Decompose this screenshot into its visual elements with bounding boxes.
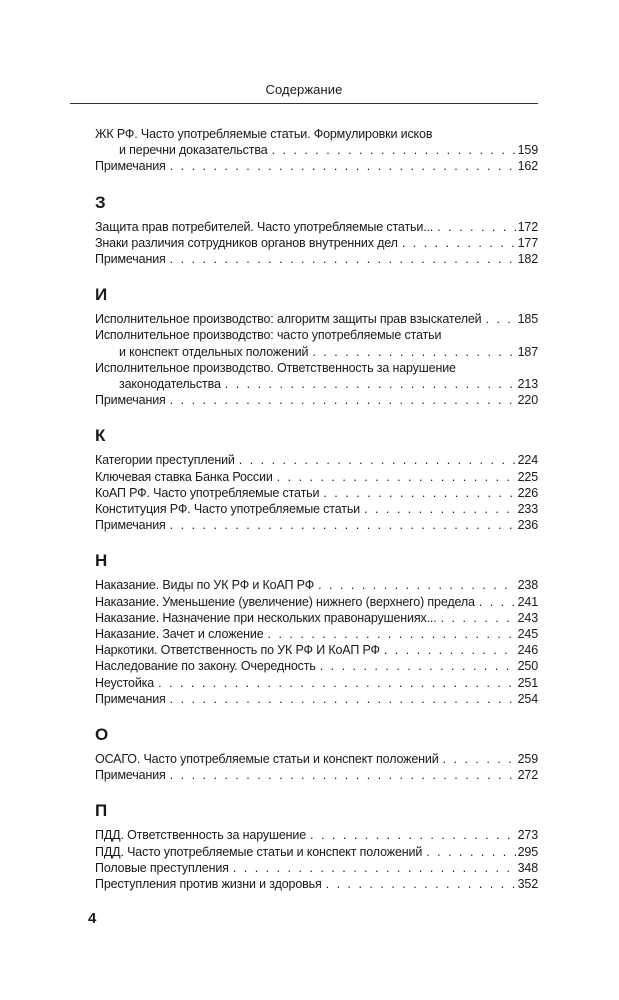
toc-entry-page: 348 [517, 860, 538, 875]
dot-leader [225, 376, 516, 392]
toc-entry[interactable] [95, 517, 538, 533]
page-number: 4 [88, 910, 97, 927]
dot-leader [402, 235, 516, 251]
toc-entry-title: ПДД. Ответственность за нарушение [95, 828, 307, 843]
toc-entry-title: ПДД. Часто употребляемые статьи и конспект положений [95, 844, 423, 859]
toc-entry[interactable] [95, 251, 538, 267]
dot-leader [170, 517, 516, 533]
toc-entry-title: Конституция РФ. Часто употребляемые статьи [95, 502, 361, 517]
toc-entry[interactable] [95, 235, 538, 251]
section-letter: З [95, 192, 106, 212]
toc-entry-title: Наказание. Уменьшение (увеличение) нижнего (верхнего) предела [95, 594, 475, 609]
toc-entry-title: Знаки различия сотрудников органов внутренних дел [95, 235, 398, 250]
toc-entry-title: Категории преступлений [95, 453, 235, 468]
toc-entry-title-line: Исполнительное производство: часто употребляемые статьи [95, 328, 442, 343]
toc-section [95, 193, 538, 268]
toc-section [95, 426, 538, 533]
toc-entry-page: 352 [517, 877, 538, 892]
toc-entry[interactable] [95, 469, 538, 485]
dot-leader [170, 691, 516, 707]
dot-leader [277, 469, 516, 485]
dot-leader [426, 844, 515, 860]
toc-entry-page: 159 [517, 143, 538, 158]
toc-entry-page: 259 [517, 752, 538, 767]
dot-leader [437, 219, 515, 235]
dot-leader [441, 610, 516, 626]
toc-entry-title: Наказание. Назначение при нескольких правонарушениях... [95, 610, 437, 625]
toc-entry-page: 225 [517, 469, 538, 484]
toc-entry-page: 172 [517, 219, 538, 234]
dot-leader [320, 658, 516, 674]
toc-entry[interactable] [95, 642, 538, 658]
toc-entry-page: 187 [517, 344, 538, 359]
toc-entry-page: 241 [517, 594, 538, 609]
toc-entry[interactable] [95, 360, 538, 392]
toc-entry[interactable] [95, 452, 538, 468]
dot-leader [312, 344, 515, 360]
toc-entry-page: 162 [517, 159, 538, 174]
toc-entry[interactable] [95, 767, 538, 783]
toc-entry[interactable] [95, 658, 538, 674]
toc-entry[interactable] [95, 827, 538, 843]
toc-entry-page: 273 [517, 828, 538, 843]
dot-leader [268, 626, 516, 642]
toc-entry-title: Наркотики. Ответственность по УК РФ И КоАП РФ [95, 643, 380, 658]
toc-entry-page: 236 [517, 518, 538, 533]
toc-entry[interactable] [95, 219, 538, 235]
toc-entry-page: 233 [517, 502, 538, 517]
toc-entry-page: 251 [517, 675, 538, 690]
dot-leader [233, 860, 516, 876]
toc-entry-page: 182 [517, 252, 538, 267]
dot-leader [272, 142, 516, 158]
toc-entry[interactable] [95, 311, 538, 327]
toc-entry-title: Половые преступления [95, 860, 229, 875]
toc-entry-title: ОСАГО. Часто употребляемые статьи и конспект положений [95, 752, 439, 767]
toc-entry-title-line: Исполнительное производство. Ответственность за нарушение [95, 360, 456, 375]
toc-entry[interactable] [95, 610, 538, 626]
running-header: Содержание [265, 82, 343, 97]
toc-entry[interactable] [95, 501, 538, 517]
dot-leader [239, 452, 516, 468]
toc-entry-title: и перечни доказательства [119, 143, 268, 158]
toc-entry-page: 243 [517, 610, 538, 625]
toc-entry-title: Неустойка [95, 675, 155, 690]
toc-entry[interactable] [95, 577, 538, 593]
toc-entry[interactable] [95, 675, 538, 691]
toc-entry-page: 226 [517, 485, 538, 500]
toc-entry[interactable] [95, 860, 538, 876]
toc-entry[interactable] [95, 126, 538, 158]
dot-leader [170, 251, 516, 267]
section-letter: И [95, 285, 108, 305]
toc-entry[interactable] [95, 327, 538, 359]
toc-entry-title: законодательства [119, 377, 221, 392]
section-letter: О [95, 725, 109, 745]
toc-entry-page: 250 [517, 659, 538, 674]
toc-section [95, 725, 538, 783]
toc-entry-title: КоАП РФ. Часто употребляемые статьи [95, 485, 320, 500]
toc-entry-page: 238 [517, 578, 538, 593]
dot-leader [318, 577, 516, 593]
toc-entry-page: 177 [517, 235, 538, 250]
toc-entry-title: Примечания [95, 768, 166, 783]
toc-entry-title: Ключевая ставка Банка России [95, 469, 273, 484]
section-letter: П [95, 801, 108, 821]
dot-leader [170, 767, 516, 783]
dot-leader [170, 158, 516, 174]
toc-section [95, 551, 538, 707]
toc-entry-title: Исполнительное производство: алгоритм защиты прав взыскателей [95, 312, 482, 327]
toc-section [95, 285, 538, 408]
section-letter: К [95, 426, 106, 446]
toc-entry[interactable] [95, 844, 538, 860]
dot-leader [170, 392, 516, 408]
header-rule [70, 103, 538, 104]
toc-entry-title-line: ЖК РФ. Часто употребляемые статьи. Формулировки исков [95, 127, 433, 141]
toc-entry-page: 224 [517, 453, 538, 468]
dot-leader [364, 501, 516, 517]
toc-entry-page: 295 [517, 844, 538, 859]
toc-entry-title: Примечания [95, 691, 166, 706]
table-of-contents [95, 126, 538, 910]
dot-leader [443, 751, 516, 767]
section-letter: Н [95, 551, 108, 571]
dot-leader [326, 876, 516, 892]
toc-entry-page: 213 [517, 377, 538, 392]
toc-entry[interactable] [95, 876, 538, 892]
toc-entry-page: 272 [517, 768, 538, 783]
dot-leader [323, 485, 515, 501]
toc-entry-title: Преступления против жизни и здоровья [95, 877, 322, 892]
toc-entry-title: Примечания [95, 252, 166, 267]
toc-entry-title: и конспект отдельных положений [119, 344, 309, 359]
toc-entry-page: 220 [517, 393, 538, 408]
toc-entry-title: Наказание. Зачет и сложение [95, 627, 264, 642]
toc-entry-title: Примечания [95, 159, 166, 174]
toc-entry[interactable] [95, 751, 538, 767]
toc-section [95, 801, 538, 892]
toc-entry-title: Защита прав потребителей. Часто употребляемые статьи... [95, 219, 434, 234]
toc-entry-title: Примечания [95, 518, 166, 533]
toc-entry[interactable] [95, 691, 538, 707]
dot-leader [310, 827, 516, 843]
dot-leader [158, 675, 516, 691]
dot-leader [384, 642, 516, 658]
toc-entry-title: Наследование по закону. Очередность [95, 659, 316, 674]
toc-entry-page: 185 [517, 312, 538, 327]
toc-entry[interactable] [95, 626, 538, 642]
toc-section [95, 126, 538, 175]
toc-entry[interactable] [95, 485, 538, 501]
toc-entry-page: 245 [517, 627, 538, 642]
toc-entry[interactable] [95, 158, 538, 174]
toc-entry-page: 254 [517, 691, 538, 706]
toc-entry[interactable] [95, 392, 538, 408]
toc-entry-title: Наказание. Виды по УК РФ и КоАП РФ [95, 578, 315, 593]
toc-entry-title: Примечания [95, 393, 166, 408]
toc-entry-page: 246 [517, 643, 538, 658]
dot-leader [486, 311, 516, 327]
toc-entry[interactable] [95, 594, 538, 610]
dot-leader [479, 594, 516, 610]
